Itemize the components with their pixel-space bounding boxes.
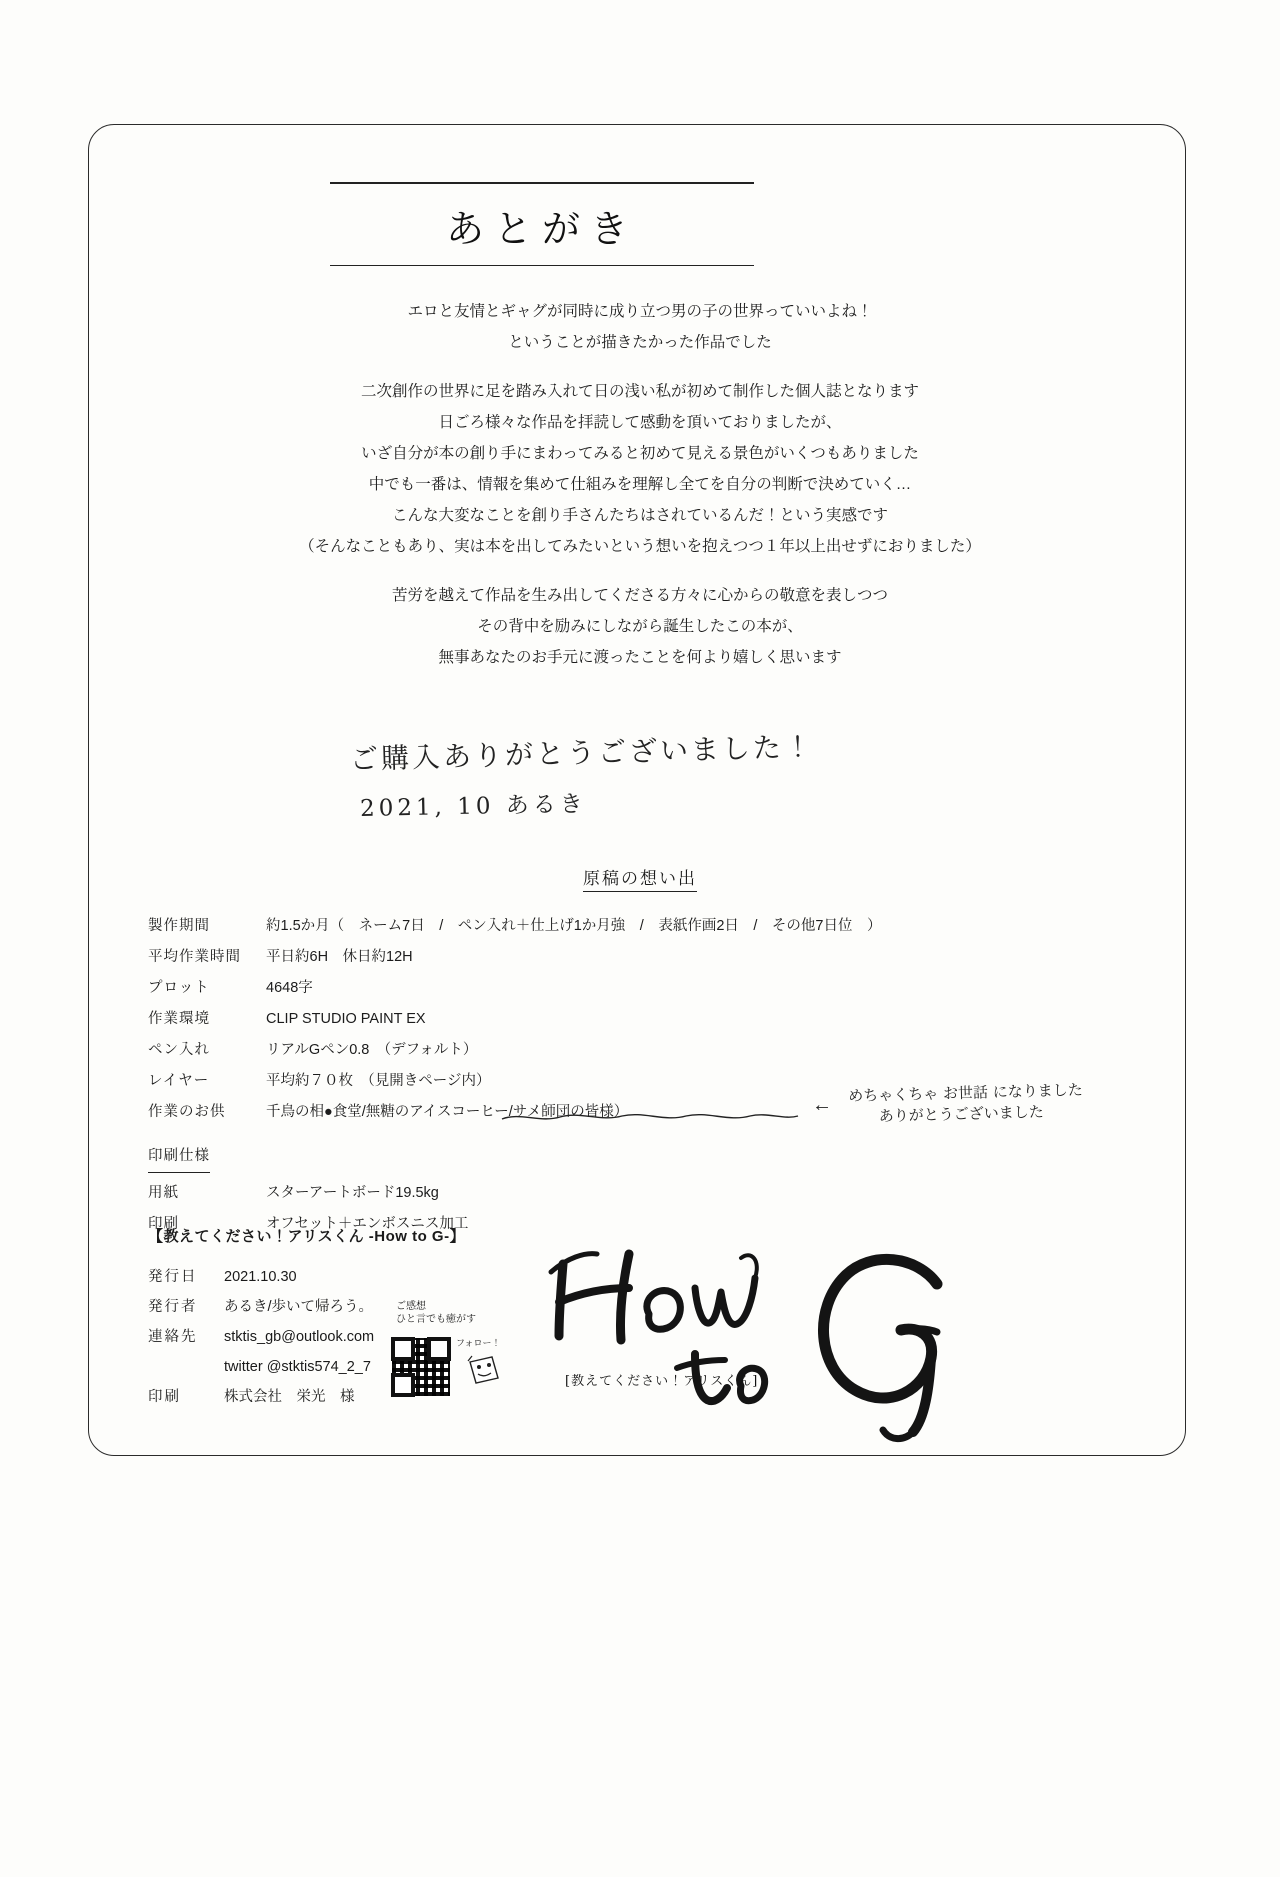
- print-spec-heading: [148, 1142, 1108, 1173]
- spec-value: CLIP STUDIO PAINT EX: [266, 1011, 426, 1027]
- handwritten-thanks-line1: ご購入ありがとうございました！: [349, 730, 816, 776]
- spec-row: [148, 1036, 1108, 1064]
- colophon-value: 2021.10.30: [224, 1269, 297, 1285]
- page-title: あとがき: [445, 206, 638, 251]
- spec-value: スターアートボード19.5kg: [266, 1185, 439, 1201]
- qr-note: [396, 1300, 476, 1326]
- spec-label: 印刷: [148, 1216, 179, 1232]
- title-rule-bottom: [330, 265, 754, 267]
- how-to-g-logo-icon: [545, 1218, 965, 1448]
- spec-value: 約1.5か月（ ネーム7日 / ペン入れ＋仕上げ1か月強 / 表紙作画2日 / その他7日位 ）: [266, 918, 882, 934]
- colophon-email[interactable]: stktis_gb@outlook.com: [224, 1329, 375, 1345]
- handwritten-annotation: [848, 1080, 1084, 1128]
- spec-label: 作業環境: [148, 1011, 210, 1027]
- handwritten-thanks: [349, 730, 910, 823]
- afterword-paragraph-2: [180, 376, 1100, 562]
- afterword-paragraph-3: [180, 580, 1100, 673]
- qr-block: [390, 1300, 520, 1420]
- brush-logo: [545, 1218, 965, 1448]
- handwritten-annotation-line2: ありがとうございました: [878, 1102, 1044, 1126]
- spec-row: [148, 943, 1108, 971]
- memories-heading-text: 原稿の想い出: [583, 869, 697, 892]
- print-spec-heading-text: 印刷仕様: [148, 1142, 210, 1173]
- colophon-label: 発行者: [148, 1299, 198, 1315]
- memories-heading: [0, 864, 1280, 889]
- qr-note-line2: ひと言でも癒がす: [396, 1314, 476, 1325]
- qr-follow-label: フォロー！: [456, 1339, 501, 1349]
- colophon-value: 株式会社 栄光 様: [224, 1389, 355, 1405]
- colophon-label: 発行日: [148, 1269, 198, 1285]
- spec-label: 平均作業時間: [148, 949, 241, 965]
- qr-note-line1: ご感想: [396, 1301, 426, 1312]
- colophon-label: 印刷: [148, 1389, 181, 1405]
- qr-code-icon[interactable]: [392, 1338, 450, 1396]
- spec-value: 千鳥の相●食堂/無糖のアイスコーヒー/サメ師団の皆様）: [266, 1104, 629, 1120]
- logo-subtitle: [教えてください！アリスくん]: [565, 1374, 759, 1389]
- spec-row: [148, 1005, 1108, 1033]
- qr-corner-icon: [391, 1373, 415, 1397]
- afterword-body: [180, 296, 1100, 673]
- spec-value: 4648字: [266, 980, 313, 996]
- print-spec-row: [148, 1179, 1108, 1207]
- afterword-paragraph-1: [180, 296, 1100, 358]
- spec-value: リアルGペン0.8 （デフォルト）: [266, 1042, 478, 1058]
- production-spec-table: [148, 912, 1108, 1241]
- afterword-title-block: [330, 182, 754, 266]
- afterword-line: （そんなこともあり、実は本を出してみたいという想いを抱えつつ１年以上出せずにおりました）: [299, 538, 981, 555]
- afterword-line: いざ自分が本の創り手にまわってみると初めて見える景色がいくつもありました: [361, 445, 919, 462]
- colophon-twitter-handle[interactable]: twitter @stktis574_2_7: [224, 1359, 371, 1375]
- handwritten-squiggle-underline: [500, 1110, 800, 1124]
- afterword-line: 日ごろ様々な作品を拝読して感動を頂いておりましたが、: [438, 414, 842, 431]
- spec-value: 平均約７０枚 （見開きページ内）: [266, 1073, 491, 1089]
- afterword-line: エロと友情とギャグが同時に成り立つ男の子の世界っていいよね！: [407, 303, 873, 320]
- spec-label: 用紙: [148, 1185, 179, 1201]
- afterword-line: 無事あなたのお手元に渡ったことを何より嬉しく思います: [438, 649, 842, 666]
- handwritten-annotation-line1: めちゃくちゃ お世話 になりました: [848, 1080, 1083, 1105]
- spec-value: オフセット＋エンボスニス加工: [266, 1216, 469, 1232]
- spec-label: プロット: [148, 980, 210, 996]
- afterword-line: 苦労を越えて作品を生み出してくださる方々に心からの敬意を表しつつ: [391, 587, 888, 604]
- spec-row: [148, 912, 1108, 940]
- qr-corner-icon: [391, 1337, 415, 1361]
- afterword-line: ということが描きたかった作品でした: [508, 334, 772, 351]
- afterword-line: 二次創作の世界に足を踏み入れて日の浅い私が初めて制作した個人誌となります: [360, 383, 919, 400]
- colophon-title: 【教えてください！アリスくん -How to G-】: [148, 1228, 466, 1245]
- spec-row: [148, 974, 1108, 1002]
- spec-value: 平日約6H 休日約12H: [266, 949, 413, 965]
- mascot-sticker-icon: [462, 1348, 506, 1392]
- annotation-arrow-icon: ←: [812, 1094, 832, 1116]
- spec-label: レイヤー: [148, 1073, 210, 1089]
- handwritten-thanks-line2: 2021, 10 あるき: [359, 791, 588, 822]
- spec-label: 製作期間: [148, 918, 210, 934]
- afterword-line: こんな大変なことを創り手さんたちはされているんだ！という実感です: [391, 507, 888, 524]
- colophon-value: あるき/歩いて帰ろう。: [224, 1299, 374, 1315]
- spec-label: ペン入れ: [148, 1042, 210, 1058]
- colophon-label: 連絡先: [148, 1329, 198, 1345]
- afterword-line: その背中を励みにしながら誕生したこの本が、: [477, 618, 803, 635]
- qr-corner-icon: [427, 1337, 451, 1361]
- spec-label: 作業のお供: [148, 1104, 226, 1120]
- afterword-line: 中でも一番は、情報を集めて仕組みを理解し全てを自分の判断で決めていく…: [368, 476, 912, 493]
